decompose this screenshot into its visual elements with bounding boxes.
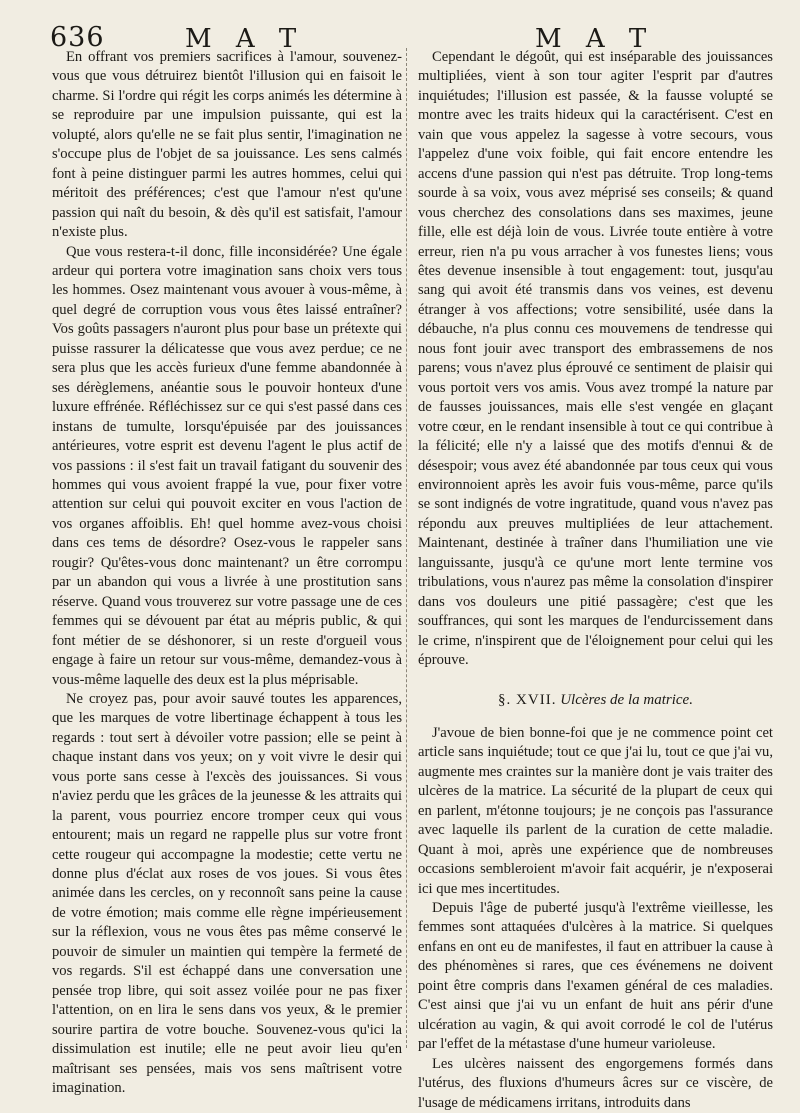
paragraph: En offrant vos premiers sacrifices à l'amour, souvenez-vous que vous détruirez bientôt l'illusion qui en faisoit le charme. Si l'ordre qui régit les corps animés les détermine à se reproduire par une impulsion puissante, qui est la volupté, alors qu'elle ne se fait plus sentir, l'imagination ne s'occupe plus de l'objet de sa jouissance. Les sens calmés font à peine distinguer parmi les autres hommes, celui qui méritoit des préférences; c'est que l'amour n'est qu'une passion qui naît du besoin, & dès qu'il est satisfait, l'amour n'existe plus. (52, 49, 402, 241)
paragraph: Ne croyez pas, pour avoir sauvé toutes les apparences, que les marques de votre libertinage échappent à tous les regards : tout sert à dévoiler votre passion; elle se peint à chaque instant dans vos yeux; on y voit vivre le desir qui vous porte sans cesse à l'excès des jouissances. Si vous n'aviez perdu que les grâces de la jeunesse & les attraits qui la parent, vous pourriez encore tromper ceux qui vous entourent; mais un regard ne rappelle plus sur votre front cette rougeur qui accompagne la modestie; cette vertu ne donne plus d'éclat aux roses de vos joues. Si vous êtes animée dans les cercles, on y reconnoît sans peine la cause de votre émotion; mais comme elle règne impérieusement sur la réflexion, vous ne vous êtes pas même conservé le pouvoir de simuler un maintien qui tempère la fermeté de vos regards. S'il est échappé dans une conversation une pensée trop libre, qui soit assez voilée pour ne pas fixer l'attention, on en lira le sens dans vos yeux, & le premier sourire partira de votre bouche. Souvenez-vous qu'ici la dissimulation est inutile; elle ne peut avoir lieu qu'en maîtrisant ses pensées, mais vos sens maîtrisent votre imagination. (52, 690, 402, 1097)
left-column (52, 48, 402, 1098)
paragraph: Depuis l'âge de puberté jusqu'à l'extrême vieillesse, les femmes sont attaquées d'ulcères à la matrice. Si quelques enfans en ont eu de manifestes, il faut en attribuer la cause à des phénomènes si rares, que ces événemens ne doivent point être compris dans l'examen général de ces maladies. C'est ainsi que j'ai vu un enfant de huit ans périr d'une ulcération au vagin, & qui avoit corrodé le col de l'utérus par l'effet de la métastase d'une humeur varioleuse. (418, 900, 773, 1053)
column-divider (406, 48, 407, 1048)
right-column (418, 48, 773, 1113)
page-number: 636 (50, 22, 105, 53)
paragraph: Que vous restera-t-il donc, fille inconsidérée? Une égale ardeur qui portera votre imagination sans choix vers tous les hommes. Osez maintenant vous avouer à vous-même, à quel degré de corruption vous vous êtes laissé entraîner? Vos goûts passagers n'auront plus pour base un prétexte qui puisse rassurer la délicatesse que vous avez perdue; ce ne sera plus que les accès furieux d'une femme abandonnée à ses dérèglemens, anéantie sous le pouvoir honteux d'une luxure effrénée. Réfléchissez sur ce qui s'est passé dans ces instans de tumulte, lorsqu'épuisée par des jouissances antérieures, votre esprit est devenu l'agent le plus actif de vos passions : il s'est fait un travail fatigant du souvenir des hommes qui vous avoient frappé la vue, pour fixer votre attention sur celui qui pouvoit exciter en vous l'action de vos organes affoiblis. Eh! quel homme avez-vous choisi dans ces tems de désordre? Osez-vous le rappeler sans rougir? Qu'êtes-vous donc maintenant? un être corrompu par un abandon qui vous a livrée à une prostitution sans réserve. Quand vous trouverez sur votre passage une de ces femmes qui se dévouent par état au mépris public, & qui font métier de se déshonorer, si un reste d'orgueil vous engage à faire un retour sur vous-même, demandez-vous à vous-même laquelle des deux est la plus méprisable. (52, 243, 402, 688)
section-number: §. XVII. (498, 691, 557, 708)
running-head-right: M A T (535, 24, 655, 54)
section-heading (418, 691, 773, 710)
section-title: Ulcères de la matrice. (560, 691, 693, 708)
paragraph: J'avoue de bien bonne-foi que je ne commence point cet article sans inquiétude; tout ce que j'ai lu, tout ce que j'ai vu, augmente mes craintes sur la manière dont je vais traiter des ulcères de la matrice. La sécurité de la plupart de ceux qui en parlent, m'étonne toujours; je ne conçois pas l'assurance avec laquelle ils parlent de la curation de cette maladie. Quant à moi, après une expérience que de nombreuses occasions sembleroient m'avoir fait acquérir, je n'exposerai ici que mes incertitudes. (418, 724, 773, 897)
paragraph: Les ulcères naissent des engorgemens formés dans l'utérus, des fluxions d'humeurs âcres sur ce viscère, de l'usage de médicamens irritans, introduits dans (418, 1055, 773, 1111)
running-head-left: M A T (185, 24, 305, 54)
paragraph: Cependant le dégoût, qui est inséparable des jouissances multipliées, vient à son tour agiter l'esprit par d'autres inquiétudes; l'illusion est passée, & la fausse volupté se montre avec les traits hideux qui la caractérisent. C'est en vain que vous appelez la sagesse à votre secours, vous l'appelez d'une voix foible, qui fait encore entendre les accens d'une passion qui n'est pas détruite. Trop long-tems sourde à sa voix, vous avez méprisé ses conseils; & quand vous cherchez des consolations dans ses maximes, jeune fille, elle est déjà loin de vous. Livrée toute entière à votre erreur, rien n'a pu vous arracher à vos funestes liens; vous êtes devenue insensible à tout engagement: tout, jusqu'au sang qui avoit été transmis dans vos veines, est devenu étranger à vos affections; votre sensibilité, usée dans la débauche, n'a plus connu ces mouvemens de tendresse qui nous font jouir avec transport des embrassemens de nos parens; vous n'avez plus éprouvé ce sentiment de plaisir qui vous portoit vers vos amis. Vous avez trompé la nature par de fausses jouissances, mais elle s'est vengée en glaçant votre cœur, en le rendant insensible à tout ce qui contribue à la félicité; elle n'y a laissé que des motifs d'ennui & de désespoir; vous avez été abandonnée par tous ceux qui vous environnoient après les avoir fuis vous-même, parce qu'ils se sont indignés de votre ingratitude, quand vous n'avez pas répondu aux preuves multipliées de leur attachement. Maintenant, destinée à traîner dans l'humiliation une vie languissante, jusqu'à ce qu'une mort lente termine vos tribulations, vous n'aurez pas même la consolation d'inspirer dans vos douleurs une pitié passagère; c'est que les souffrances, qui sont les marques de l'endurcissement dans le crime, n'inspirent que de l'éloignement pour celui qui les éprouve. (418, 49, 773, 669)
